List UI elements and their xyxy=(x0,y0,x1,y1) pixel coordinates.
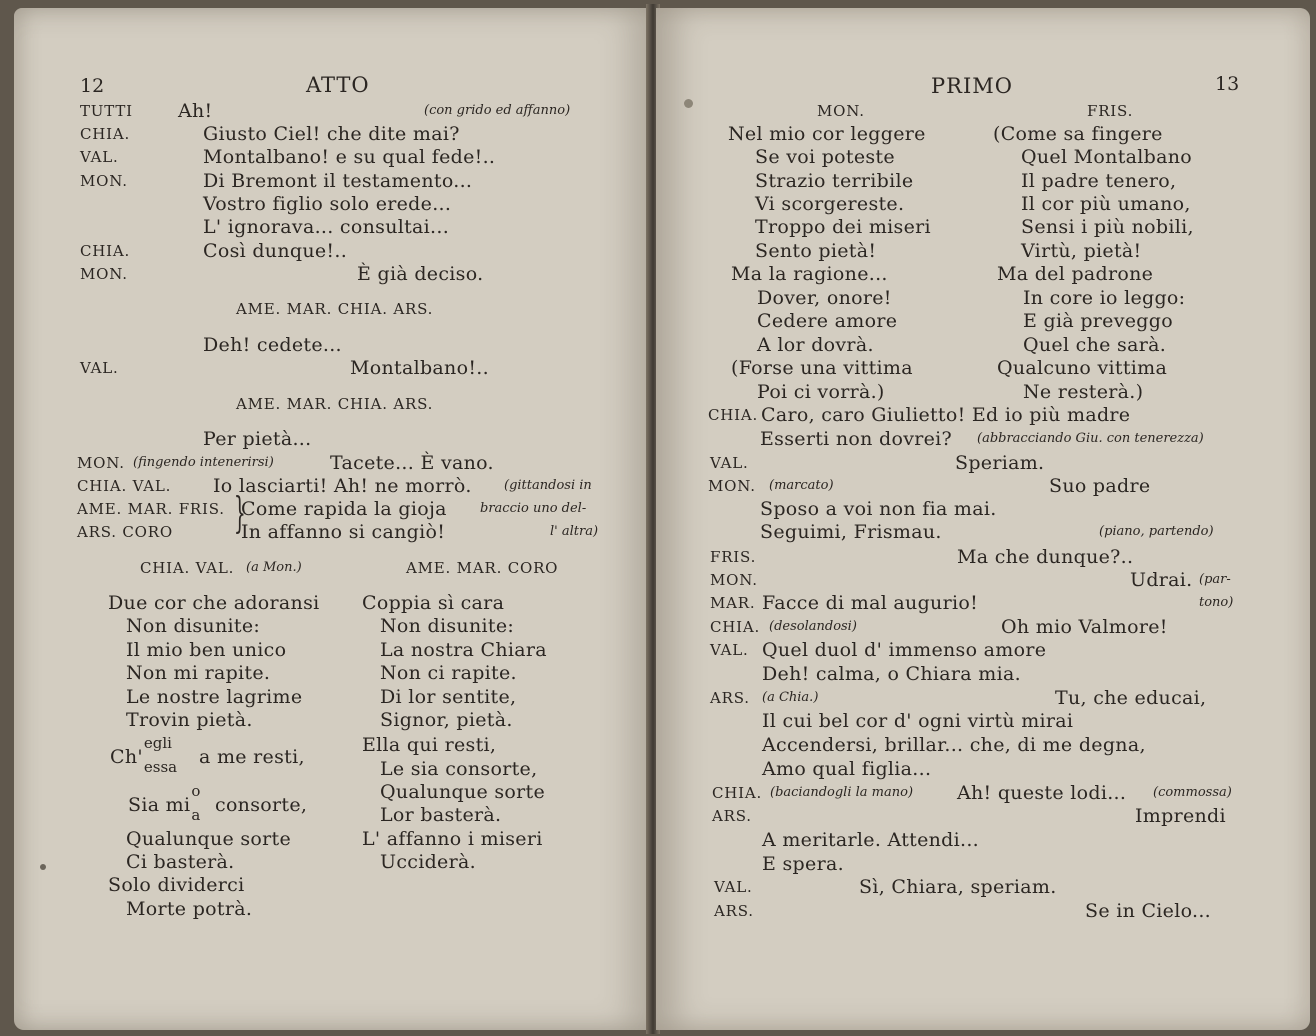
speaker-label: CHIA. xyxy=(712,784,763,802)
verse-line: Suo padre xyxy=(1049,475,1151,497)
verse-line: Ah! xyxy=(178,100,213,122)
stage-direction: tono) xyxy=(1199,595,1234,610)
verse-line: In core io leggo: xyxy=(1023,287,1186,309)
verse-line: E spera. xyxy=(762,853,844,875)
verse-line: Le nostre lagrime xyxy=(126,686,303,708)
speaker-label: TUTTI xyxy=(80,102,133,120)
verse-line: Ch' xyxy=(110,746,143,768)
verse-line: Facce di mal augurio! xyxy=(762,592,979,614)
speaker-label: VAL. xyxy=(80,359,119,377)
speaker-label: FRIS. xyxy=(710,548,757,566)
verse-line: Ucciderà. xyxy=(380,851,476,873)
verse-line: L' affanno i miseri xyxy=(362,828,543,850)
verse-line: Sposo a voi non fia mai. xyxy=(760,498,997,520)
verse-line: Ella qui resti, xyxy=(362,734,497,756)
verse-line: Come rapida la gioja xyxy=(241,498,447,520)
verse-line: Tacete... È vano. xyxy=(330,452,494,474)
speaker-label: MON. xyxy=(708,477,756,495)
verse-line: Ne resterà.) xyxy=(1023,381,1144,403)
verse-line: Il mio ben unico xyxy=(126,639,287,661)
verse-line: Signor, pietà. xyxy=(380,709,513,731)
speaker-brace: } xyxy=(233,488,246,538)
verse-line: Il cor più umano, xyxy=(1021,193,1191,215)
stage-direction: (desolandosi) xyxy=(769,619,857,634)
verse-line: Seguimi, Frismau. xyxy=(760,521,942,543)
stage-direction: (piano, partendo) xyxy=(1099,524,1214,539)
verse-line: Deh! cedete... xyxy=(203,334,342,356)
speaker-label: VAL. xyxy=(80,148,119,166)
verse-line: Montalbano!.. xyxy=(350,357,489,379)
stage-direction: (par- xyxy=(1199,572,1231,587)
verse-line: Ci basterà. xyxy=(126,851,235,873)
speaker-label: VAL. xyxy=(714,878,753,896)
verse-line: (Forse una vittima xyxy=(731,357,913,379)
stage-direction: (con grido ed affanno) xyxy=(424,103,571,118)
verse-line: Tu, che educai, xyxy=(1055,687,1207,709)
stage-direction: (gittandosi in xyxy=(504,478,592,493)
verse-line: Morte potrà. xyxy=(126,898,253,920)
verse-line: Se voi poteste xyxy=(755,146,895,168)
speaker-label: ARS. CORO xyxy=(77,523,173,541)
speaker-label: AME. MAR. FRIS. xyxy=(77,500,225,518)
verse-line: A meritarle. Attendi... xyxy=(762,829,980,851)
speaker-label: AME. MAR. CHIA. ARS. xyxy=(236,395,434,413)
verse-line: Il padre tenero, xyxy=(1021,170,1177,192)
verse-line: Solo dividerci xyxy=(108,874,245,896)
verse-line: Quel duol d' immenso amore xyxy=(762,639,1047,661)
speaker-label: CHIA. xyxy=(710,618,761,636)
verse-line: Io lasciarti! Ah! ne morrò. xyxy=(213,475,472,497)
paper-speck xyxy=(684,99,693,108)
speaker-label: CHIA. xyxy=(708,406,759,424)
speaker-label: AME. MAR. CORO xyxy=(406,559,559,577)
verse-line: Non disunite: xyxy=(126,615,261,637)
stage-direction: braccio uno del- xyxy=(480,501,587,516)
verse-line: Udrai. xyxy=(1130,569,1193,591)
verse-line: Il cui bel cor d' ogni virtù mirai xyxy=(762,710,1074,732)
verse-line: Vostro figlio solo erede... xyxy=(203,193,452,215)
stage-direction: (abbracciando Giu. con tenerezza) xyxy=(977,431,1204,446)
verse-line: Trovin pietà. xyxy=(126,709,253,731)
verse-line: Se in Cielo... xyxy=(1085,900,1212,922)
verse-line: Oh mio Valmore! xyxy=(1001,616,1168,638)
verse-line: Ma la ragione... xyxy=(731,263,888,285)
speaker-label: CHIA. VAL. xyxy=(77,477,172,495)
verse-line: La nostra Chiara xyxy=(380,639,547,661)
verse-line: Quel che sarà. xyxy=(1023,334,1167,356)
verse-line: Qualcuno vittima xyxy=(997,357,1168,379)
verse-line: Qualunque sorte xyxy=(126,828,292,850)
stage-direction: (a Chia.) xyxy=(762,690,819,705)
stacked-variant-bottom: essa xyxy=(143,758,178,776)
verse-line: Troppo dei miseri xyxy=(755,216,931,238)
verse-line: a me resti, xyxy=(199,746,305,768)
verse-line: Di lor sentite, xyxy=(380,686,517,708)
paper-speck xyxy=(40,864,46,870)
verse-line: Ah! queste lodi... xyxy=(957,782,1127,804)
speaker-label: MON. xyxy=(80,172,128,190)
speaker-label: MON. xyxy=(77,454,125,472)
right-page-number: 13 xyxy=(1215,73,1240,95)
verse-line: E già preveggo xyxy=(1023,310,1173,332)
verse-line: L' ignorava... consultai... xyxy=(203,216,450,238)
right-running-head: PRIMO xyxy=(931,74,1013,98)
verse-line: Esserti non dovrei? xyxy=(760,428,953,450)
verse-line: Sia mi xyxy=(128,794,191,816)
verse-line: Le sia consorte, xyxy=(380,758,538,780)
verse-line: Non ci rapite. xyxy=(380,662,517,684)
verse-line: consorte, xyxy=(215,794,308,816)
stage-direction: (marcato) xyxy=(769,478,834,493)
verse-line: Speriam. xyxy=(955,452,1045,474)
verse-line: È già deciso. xyxy=(357,263,484,285)
speaker-label: CHIA. VAL. xyxy=(140,559,235,577)
verse-line: Accendersi, brillar... che, di me degna, xyxy=(762,734,1146,756)
stacked-variant-top: o xyxy=(191,782,201,800)
verse-line: Quel Montalbano xyxy=(1021,146,1193,168)
verse-line: Ma che dunque?.. xyxy=(957,546,1134,568)
stage-direction: (a Mon.) xyxy=(246,560,302,575)
verse-line: Coppia sì cara xyxy=(362,592,505,614)
verse-line: Così dunque!.. xyxy=(203,240,348,262)
speaker-label: CHIA. xyxy=(80,125,131,143)
verse-line: Caro, caro Giulietto! Ed io più madre xyxy=(761,404,1131,426)
speaker-label: VAL. xyxy=(710,641,749,659)
speaker-label: MON. xyxy=(817,102,865,120)
speaker-label: CHIA. xyxy=(80,242,131,260)
verse-line: Due cor che adoransi xyxy=(108,592,320,614)
verse-line: Cedere amore xyxy=(757,310,898,332)
stacked-variant-top: egli xyxy=(143,734,172,752)
speaker-label: MON. xyxy=(710,571,758,589)
verse-line: Montalbano! e su qual fede!.. xyxy=(203,146,496,168)
speaker-label: ARS. xyxy=(710,689,750,707)
verse-line: Non mi rapite. xyxy=(126,662,271,684)
left-running-head: ATTO xyxy=(306,73,370,97)
speaker-label: FRIS. xyxy=(1087,102,1134,120)
verse-line: Ma del padrone xyxy=(997,263,1154,285)
speaker-label: MAR. xyxy=(710,594,756,612)
verse-line: Poi ci vorrà.) xyxy=(757,381,885,403)
stage-direction: (baciandogli la mano) xyxy=(770,785,914,800)
stage-direction: l' altra) xyxy=(550,524,599,539)
speaker-label: ARS. xyxy=(714,902,754,920)
stage-direction: (fingendo intenerirsi) xyxy=(133,455,274,470)
verse-line: (Come sa fingere xyxy=(993,123,1163,145)
speaker-label: VAL. xyxy=(710,454,749,472)
speaker-label: AME. MAR. CHIA. ARS. xyxy=(236,300,434,318)
verse-line: Strazio terribile xyxy=(755,170,914,192)
speaker-label: ARS. xyxy=(712,807,752,825)
verse-line: Per pietà... xyxy=(203,428,312,450)
verse-line: Virtù, pietà! xyxy=(1021,240,1142,262)
verse-line: Qualunque sorte xyxy=(380,781,546,803)
verse-line: Vi scorgereste. xyxy=(755,193,905,215)
verse-line: Di Bremont il testamento... xyxy=(203,170,473,192)
stage-direction: (commossa) xyxy=(1153,785,1232,800)
verse-line: A lor dovrà. xyxy=(757,334,874,356)
left-page-number: 12 xyxy=(80,75,105,97)
verse-line: Amo qual figlia... xyxy=(762,758,932,780)
verse-line: In affanno si cangiò! xyxy=(241,521,446,543)
speaker-label: MON. xyxy=(80,265,128,283)
verse-line: Lor basterà. xyxy=(380,804,502,826)
verse-line: Non disunite: xyxy=(380,615,515,637)
verse-line: Sento pietà! xyxy=(755,240,877,262)
verse-line: Nel mio cor leggere xyxy=(728,123,926,145)
verse-line: Sì, Chiara, speriam. xyxy=(859,876,1057,898)
verse-line: Imprendi xyxy=(1135,805,1226,827)
verse-line: Deh! calma, o Chiara mia. xyxy=(762,663,1021,685)
verse-line: Sensi i più nobili, xyxy=(1021,216,1194,238)
verse-line: Giusto Ciel! che dite mai? xyxy=(203,123,460,145)
stacked-variant-bottom: a xyxy=(191,806,201,824)
verse-line: Dover, onore! xyxy=(757,287,892,309)
